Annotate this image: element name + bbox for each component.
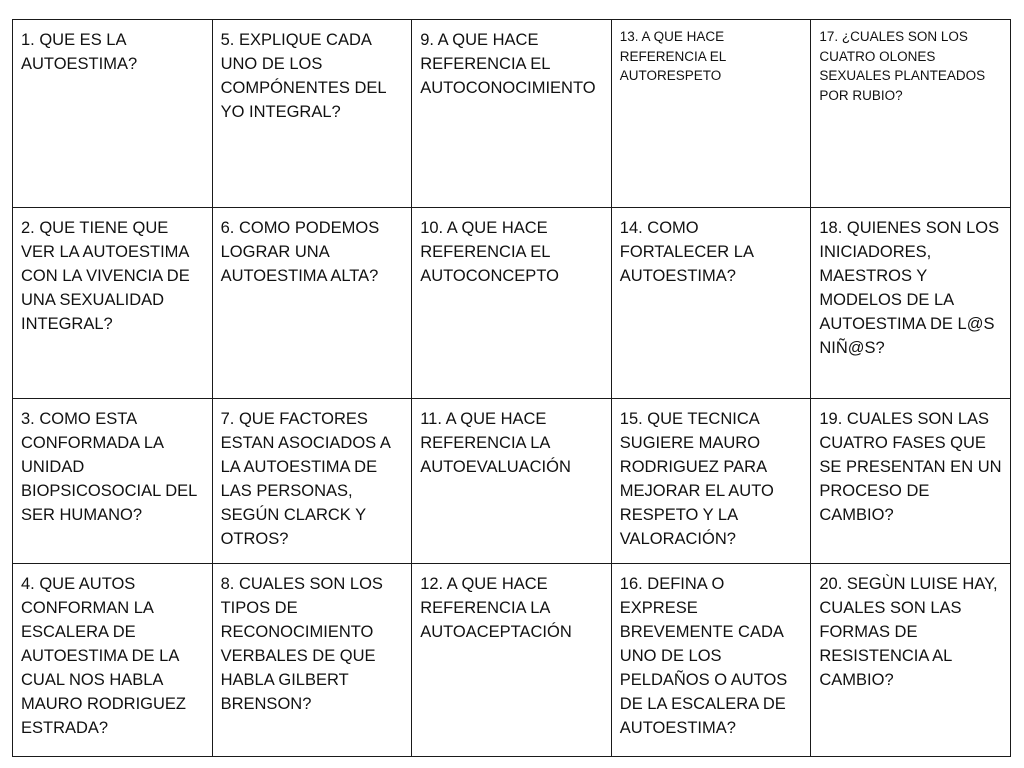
grid-row (13, 20, 1011, 208)
grid-row (13, 399, 1011, 564)
grid-row (13, 208, 1011, 399)
question-cell-11: 11. A QUE HACE REFERENCIA LA AUTOEVALUACIÓN (412, 399, 612, 564)
question-cell-5: 5. EXPLIQUE CADA UNO DE LOS COMPÓNENTES DEL YO INTEGRAL? (212, 20, 412, 208)
question-cell-15: 15. QUE TECNICA SUGIERE MAURO RODRIGUEZ PARA MEJORAR EL AUTO RESPETO Y LA VALORACIÓN? (611, 399, 811, 564)
question-cell-1: 1. QUE ES LA AUTOESTIMA? (13, 20, 213, 208)
question-cell-7: 7. QUE FACTORES ESTAN ASOCIADOS A LA AUTOESTIMA DE LAS PERSONAS, SEGÚN CLARCK Y OTROS? (212, 399, 412, 564)
question-cell-2: 2. QUE TIENE QUE VER LA AUTOESTIMA CON LA VIVENCIA DE UNA SEXUALIDAD INTEGRAL? (13, 208, 213, 399)
question-cell-9: 9. A QUE HACE REFERENCIA EL AUTOCONOCIMIENTO (412, 20, 612, 208)
question-cell-6: 6. COMO PODEMOS LOGRAR UNA AUTOESTIMA ALTA? (212, 208, 412, 399)
question-cell-13: 13. A QUE HACE REFERENCIA EL AUTORESPETO (611, 20, 811, 208)
question-cell-14: 14. COMO FORTALECER LA AUTOESTIMA? (611, 208, 811, 399)
question-cell-8: 8. CUALES SON LOS TIPOS DE RECONOCIMIENTO VERBALES DE QUE HABLA GILBERT BRENSON? (212, 564, 412, 757)
question-cell-18: 18. QUIENES SON LOS INICIADORES, MAESTROS Y MODELOS DE LA AUTOESTIMA DE L@S NIÑ@S? (811, 208, 1011, 399)
question-grid (12, 19, 1011, 757)
question-cell-4: 4. QUE AUTOS CONFORMAN LA ESCALERA DE AUTOESTIMA DE LA CUAL NOS HABLA MAURO RODRIGUEZ ESTRADA? (13, 564, 213, 757)
question-cell-10: 10. A QUE HACE REFERENCIA EL AUTOCONCEPTO (412, 208, 612, 399)
question-cell-20: 20. SEGÙN LUISE HAY, CUALES SON LAS FORMAS DE RESISTENCIA AL CAMBIO? (811, 564, 1011, 757)
question-cell-12: 12. A QUE HACE REFERENCIA LA AUTOACEPTACIÓN (412, 564, 612, 757)
grid-row (13, 564, 1011, 757)
question-cell-19: 19. CUALES SON LAS CUATRO FASES QUE SE PRESENTAN EN UN PROCESO DE CAMBIO? (811, 399, 1011, 564)
question-cell-16: 16. DEFINA O EXPRESE BREVEMENTE CADA UNO DE LOS PELDAÑOS O AUTOS DE LA ESCALERA DE AUTOESTIMA? (611, 564, 811, 757)
question-cell-3: 3. COMO ESTA CONFORMADA LA UNIDAD BIOPSICOSOCIAL DEL SER HUMANO? (13, 399, 213, 564)
question-cell-17: 17. ¿CUALES SON LOS CUATRO OLONES SEXUALES PLANTEADOS POR RUBIO? (811, 20, 1011, 208)
